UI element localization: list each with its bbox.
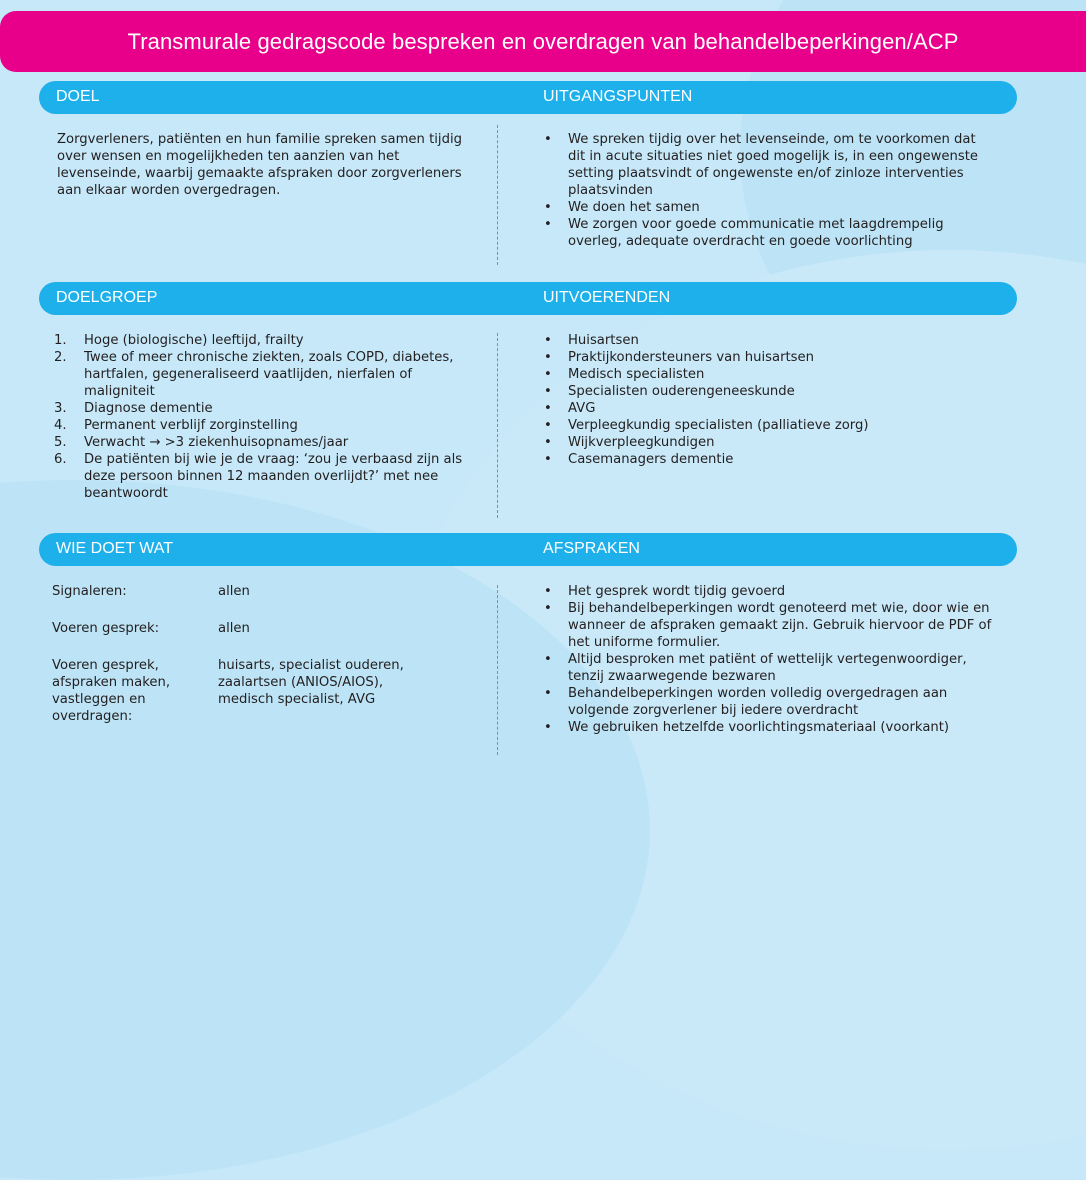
bullet-icon: • xyxy=(544,333,552,348)
role-label: Voeren gesprek, afspraken maken, vastleggen en overdragen: xyxy=(52,658,171,724)
list-item: • We spreken tijdig over het levenseinde, om te voorkomen dat dit in acute situaties niet goed mogelijk is, in een ongewenste setting plaatsvindt of ongewenste en/of zinloze interventies plaatsvinden xyxy=(544,132,978,198)
list-item: 5. Verwacht → >3 ziekenhuisopnames/jaar xyxy=(54,435,349,450)
list-item: • Wijkverpleegkundigen xyxy=(544,435,715,450)
list-item: • We doen het samen xyxy=(544,200,700,215)
bullet-icon: • xyxy=(544,217,552,232)
list-item: • Specialisten ouderengeneeskunde xyxy=(544,384,795,399)
bullet-icon: • xyxy=(544,200,552,215)
bullet-icon: • xyxy=(544,452,552,467)
list-item: 6. De patiënten bij wie je de vraag: ‘zou je verbaasd zijn als deze persoon binnen 12 maanden overlijdt?’ met nee beantwoordt xyxy=(54,452,463,501)
bullet-icon: • xyxy=(544,350,552,365)
list-item: • Het gesprek wordt tijdig gevoerd xyxy=(544,584,786,599)
list-item: 2. Twee of meer chronische ziekten, zoals COPD, diabetes, hartfalen, gegeneraliseerd vaatlijden, nierfalen of maligniteit xyxy=(54,350,454,399)
bullet-icon: • xyxy=(544,601,552,616)
bullet-icon: • xyxy=(544,652,552,667)
list-item: • Altijd besproken met patiënt of wettelijk vertegenwoordiger, tenzij zwaarwegende bezwaren xyxy=(544,652,967,684)
role-label: Voeren gesprek: xyxy=(52,621,160,636)
section-header-band xyxy=(39,533,1017,566)
column-divider xyxy=(497,585,498,755)
list-item: • Huisartsen xyxy=(544,333,639,348)
role-label: Signaleren: xyxy=(52,584,127,599)
list-item: • Casemanagers dementie xyxy=(544,452,734,467)
bullet-icon: • xyxy=(544,401,552,416)
list-item: • Medisch specialisten xyxy=(544,367,705,382)
list-item: • We zorgen voor goede communicatie met laagdrempelig overleg, adequate overdracht en goede voorlichting xyxy=(544,217,944,249)
bullet-icon: • xyxy=(544,367,552,382)
list-item: 4. Permanent verblijf zorginstelling xyxy=(54,418,298,433)
list-item: 1. Hoge (biologische) leeftijd, frailty xyxy=(54,333,304,348)
bullet-icon: • xyxy=(544,686,552,701)
column-divider xyxy=(497,125,498,265)
list-item: 3. Diagnose dementie xyxy=(54,401,213,416)
list-item: • AVG xyxy=(544,401,596,416)
section-header-band xyxy=(39,81,1017,114)
list-item: • Verpleegkundig specialisten (palliatieve zorg) xyxy=(544,418,869,433)
list-item: • Praktijkondersteuners van huisartsen xyxy=(544,350,815,365)
bullet-icon: • xyxy=(544,720,552,735)
heading-afspraken: AFSPRAKEN xyxy=(543,540,640,557)
heading-uitgangspunten: UITGANGSPUNTEN xyxy=(543,88,693,105)
uitgangspunten-list xyxy=(538,131,988,250)
bullet-icon: • xyxy=(544,584,552,599)
column-divider xyxy=(497,333,498,518)
bullet-icon: • xyxy=(544,418,552,433)
page-title: Transmurale gedragscode bespreken en overdragen van behandelbeperkingen/ACP xyxy=(127,28,959,54)
title-bar xyxy=(0,11,1086,72)
list-item: • Behandelbeperkingen worden volledig overgedragen aan volgende zorgverlener bij iedere overdracht xyxy=(544,686,948,718)
list-item: • Bij behandelbeperkingen wordt genoteerd met wie, door wie en wanneer de afspraken gemaakt zijn. Gebruik hiervoor de PDF of het uniforme formulier. xyxy=(544,601,992,650)
heading-uitvoerenden: UITVOERENDEN xyxy=(543,289,671,306)
bullet-icon: • xyxy=(544,384,552,399)
doelgroep-list xyxy=(54,332,479,502)
doel-text: Zorgverleners, patiënten en hun familie spreken samen tijdig over wensen en mogelijkheden ten aanzien van het levenseinde, waarbij gemaakte afspraken door zorgverleners aan elkaar worden overgedragen. xyxy=(57,132,462,198)
bullet-icon: • xyxy=(544,435,552,450)
heading-wie-doet-wat: WIE DOET WAT xyxy=(56,540,174,557)
role-value: allen xyxy=(218,584,250,599)
section-header-band xyxy=(39,282,1017,315)
heading-doel: DOEL xyxy=(56,88,100,105)
bullet-icon: • xyxy=(544,132,552,147)
role-value: huisarts, specialist ouderen, zaalartsen (ANIOS/AIOS), medisch specialist, AVG xyxy=(218,658,404,707)
uitvoerenden-list xyxy=(538,332,988,468)
afspraken-list xyxy=(538,583,993,736)
list-item: • We gebruiken hetzelfde voorlichtingsmateriaal (voorkant) xyxy=(544,720,950,735)
role-value: allen xyxy=(218,621,250,636)
heading-doelgroep: DOELGROEP xyxy=(56,289,158,306)
